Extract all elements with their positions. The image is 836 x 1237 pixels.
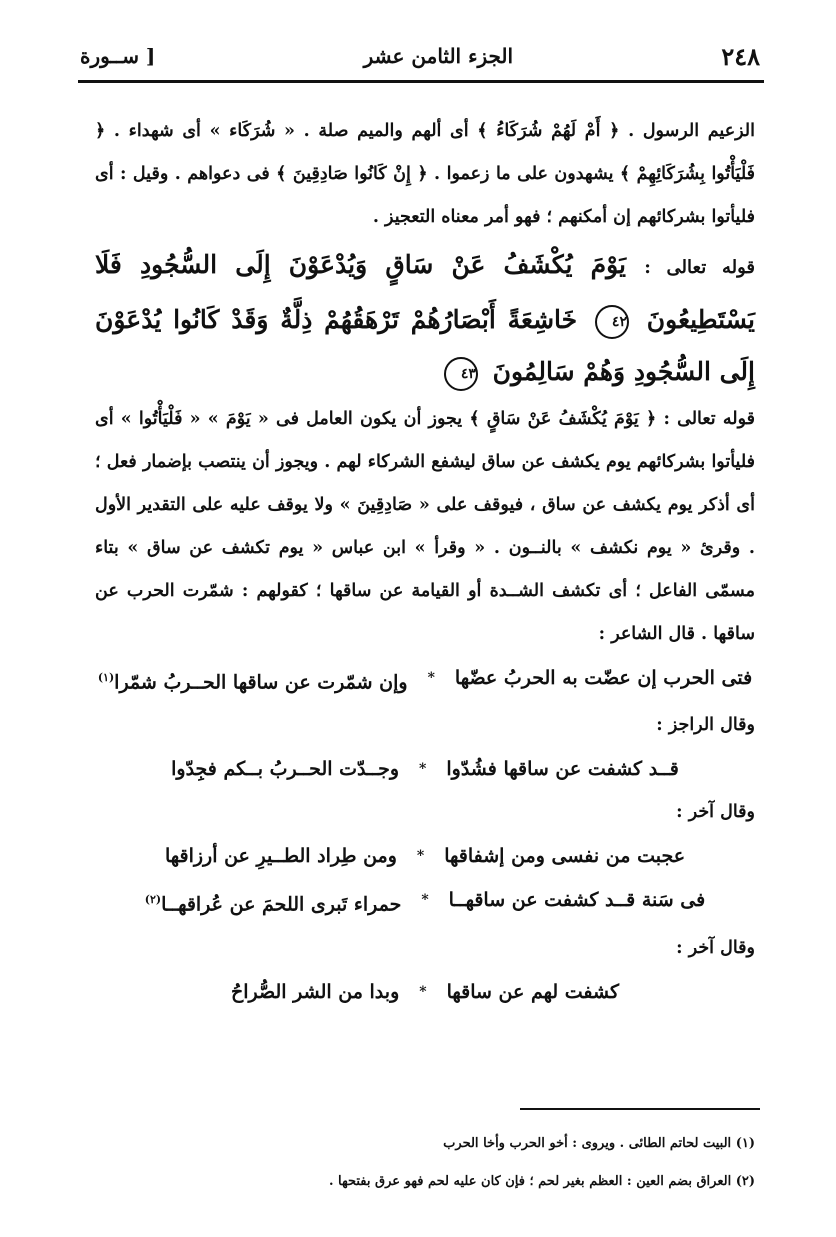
verse-hemistich: قــد كشفت عن ساقها فشُدّوا [446, 758, 679, 781]
footnote-rule [520, 1108, 760, 1110]
verse-separator: * [427, 670, 435, 686]
quote-label: وقال الراجز : [656, 715, 755, 736]
page-header [80, 36, 760, 76]
ayah-block [95, 239, 755, 398]
surah-label: [ ســورة [80, 44, 156, 68]
quote-label: وقال آخر : [676, 802, 755, 823]
verse-hemistich: فى سَنة قــد كشفت عن ساقهــا [448, 889, 706, 912]
verse-separator: * [416, 848, 425, 865]
page-number: ٢٤٨ [721, 41, 760, 71]
verse-line [95, 747, 755, 791]
verse-line [95, 656, 755, 704]
footnote-ref: (١) [97, 671, 115, 684]
verse-separator: * [419, 983, 427, 1000]
footnote-ref: (٢) [144, 893, 162, 907]
verse-hemistich: فتى الحرب إن عضّت به الحربُ عضّها [454, 667, 753, 689]
ayah-intro: قوله تعالى : [644, 257, 755, 278]
ayah-number-mark: ٤٣ [444, 357, 478, 391]
ayah-text-1: يَوْمَ يُكْشَفُ عَنْ سَاقٍ وَيُدْعَوْنَ إِلَى السُّجُودِ فَلَا يَسْتَطِيعُونَ [95, 250, 755, 334]
verse-hemistich: وجــدّت الحــربُ بــكم فجِدّوا [171, 758, 400, 781]
verse-hemistich: وإن شمّرت عن ساقها الحــربُ شمّرا$^{(١)}$ [97, 671, 408, 694]
footnote: (٢) العراق بضم العين : العظم بغير لحم ؛ فإن كان عليه لحم فهو عرق بفتحها . [328, 1174, 755, 1189]
verse-separator: * [421, 892, 429, 909]
paragraph-2: قوله تعالى : ﴿ يَوْمَ يُكْشَفُ عَنْ سَاقٍ ﴾ يجوز أن يكون العامل فى « يَوْمَ » « فَلْيَأْتُوا » أى فليأتوا بشركائهم يوم يكشف عن ساق ليشفع الشركاء لهم . ويجوز أن ينتصب بإضمار فعل ؛ أى أذكر يوم يكشف عن ساق ، فيوقف على « صَادِقِينَ » ولا يوقف عليه على التقدير الأول . وقرئ « يوم نكشف » بالنــون . « وقرأ » ابن عباس « يوم تكشف عن ساق » بتاء مسمّى الفاعل ؛ أى تكشف الشــدة أو القيامة عن ساقها ؛ كقولهم : شمّرت الحرب عن ساقها . قال الشاعر : [95, 409, 755, 644]
verse-hemistich: كشفت لهم عن ساقها [446, 980, 620, 1003]
verse-line [95, 970, 755, 1014]
running-title: الجزء الثامن عشر [363, 44, 514, 68]
ayah-text-2: خَاشِعَةً أَبْصَارُهُمْ تَرْهَقُهُمْ ذِلَّةٌ وَقَدْ كَانُوا يُدْعَوْنَ إِلَى السُّجُودِ وَهُمْ سَالِمُونَ [95, 305, 755, 386]
ayah-number-mark: ٤٢ [595, 305, 629, 339]
verse-hemistich: حمراء تَبرى اللحمَ عن عُراقهــا$^{(٢)}$ [144, 893, 402, 916]
quote-label: وقال آخر : [676, 937, 755, 958]
verse-separator: * [419, 761, 427, 778]
verse-hemistich: عجبت من نفسى ومن إشفاقها [444, 845, 686, 868]
verse-hemistich: ومن طِراد الطــيرِ عن أرزاقها [164, 845, 397, 868]
verse-line [95, 834, 755, 878]
paragraph-1: الزعيم الرسول . ﴿ أَمْ لَهُمْ شُرَكَاءُ ﴾ أى ألهم والميم صلة . « شُرَكَاء » أى شهداء . ﴿ فَلْيَأْتُوا بِشُرَكَائِهِمْ ﴾ يشهدون على ما زعموا . ﴿ إِنْ كَانُوا صَادِقِينَ ﴾ فى دعواهم . وقيل : أى فليأتوا بشركائهم إن أمكنهم ؛ فهو أمر معناه التعجيز . [95, 121, 755, 227]
footnotes [95, 1125, 755, 1201]
verse-line [95, 878, 755, 926]
header-rule [78, 80, 764, 83]
verse-hemistich: وبدا من الشر الصُّراحُ [230, 980, 400, 1003]
main-text [95, 110, 755, 1014]
footnote: (١) البيت لحاتم الطائى . ويروى : أخو الحرب وأخا الحرب [443, 1136, 755, 1151]
